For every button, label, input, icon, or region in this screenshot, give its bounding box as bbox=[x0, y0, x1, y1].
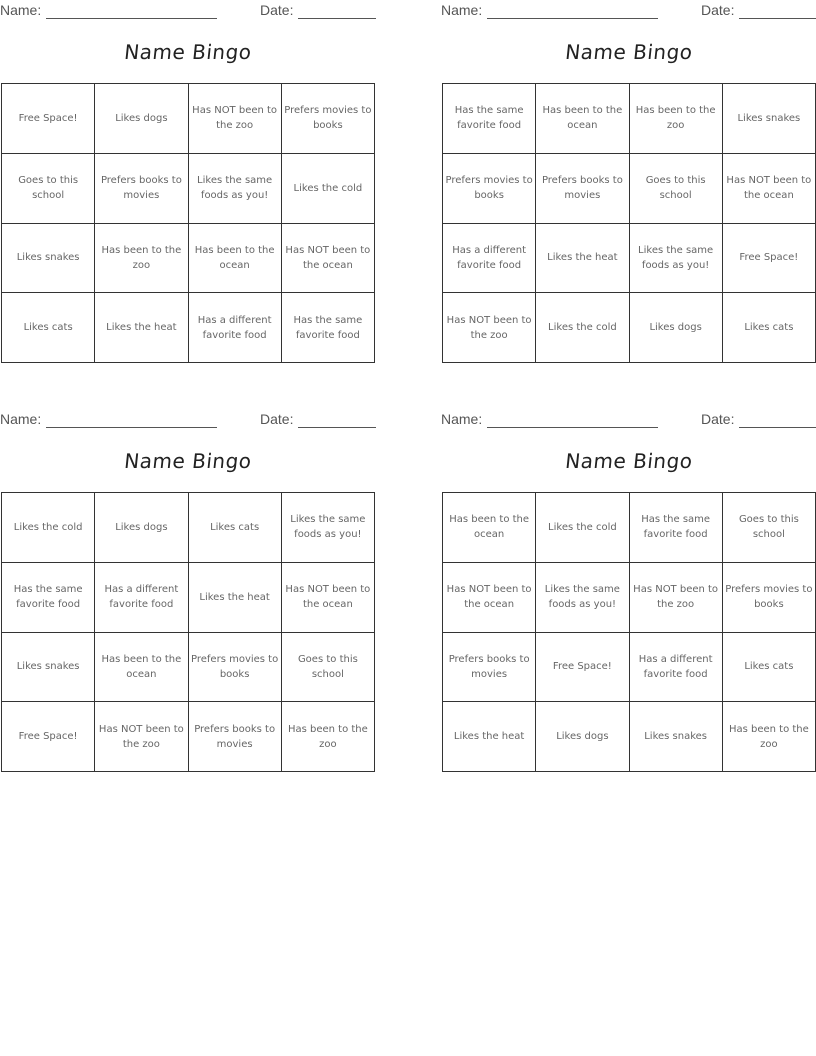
bingo-cell: Has been to the ocean bbox=[443, 493, 536, 563]
bingo-cell: Prefers movies to books bbox=[443, 153, 536, 223]
name-blank-line bbox=[46, 18, 217, 19]
bingo-cell: Has NOT been to the ocean bbox=[281, 223, 374, 293]
bingo-cell: Has been to the zoo bbox=[281, 702, 374, 772]
bingo-cell: Likes dogs bbox=[629, 293, 722, 363]
grid-row bbox=[443, 632, 816, 702]
bingo-cell: Free Space! bbox=[2, 702, 95, 772]
card-header bbox=[441, 2, 816, 22]
bingo-cell: Free Space! bbox=[722, 223, 815, 293]
bingo-cell: Free Space! bbox=[536, 632, 629, 702]
bingo-cell: Has been to the ocean bbox=[188, 223, 281, 293]
bingo-cell: Free Space! bbox=[2, 84, 95, 154]
bingo-cell: Likes dogs bbox=[536, 702, 629, 772]
grid-row bbox=[2, 562, 375, 632]
bingo-cell: Likes cats bbox=[2, 293, 95, 363]
bingo-grid bbox=[442, 492, 816, 772]
bingo-grid bbox=[1, 83, 375, 363]
grid-row bbox=[443, 223, 816, 293]
bingo-cell: Has a different favorite food bbox=[629, 632, 722, 702]
bingo-cell: Likes snakes bbox=[2, 632, 95, 702]
bingo-cell: Likes cats bbox=[722, 293, 815, 363]
bingo-cell: Has the same favorite food bbox=[281, 293, 374, 363]
bingo-cell: Prefers books to movies bbox=[188, 702, 281, 772]
card-title: Name Bingo bbox=[564, 449, 694, 473]
bingo-cell: Has a different favorite food bbox=[95, 562, 188, 632]
bingo-cell: Likes the cold bbox=[2, 493, 95, 563]
name-blank-line bbox=[46, 427, 217, 428]
bingo-cell: Has been to the zoo bbox=[629, 84, 722, 154]
bingo-cell: Prefers books to movies bbox=[443, 632, 536, 702]
bingo-cell: Likes the cold bbox=[536, 293, 629, 363]
bingo-cell: Likes dogs bbox=[95, 84, 188, 154]
card-title: Name Bingo bbox=[564, 40, 694, 64]
card-title: Name Bingo bbox=[123, 40, 253, 64]
date-label: Date: bbox=[260, 2, 294, 18]
bingo-cell: Likes the heat bbox=[95, 293, 188, 363]
bingo-cell: Prefers books to movies bbox=[95, 153, 188, 223]
bingo-cell: Prefers movies to books bbox=[722, 562, 815, 632]
name-label: Name: bbox=[0, 411, 42, 427]
date-blank-line bbox=[739, 427, 816, 428]
bingo-card-4 bbox=[441, 409, 816, 781]
bingo-cell: Likes the heat bbox=[536, 223, 629, 293]
card-header bbox=[0, 411, 376, 431]
bingo-cell: Has the same favorite food bbox=[443, 84, 536, 154]
grid-row bbox=[443, 562, 816, 632]
bingo-cell: Likes snakes bbox=[722, 84, 815, 154]
bingo-cell: Has a different favorite food bbox=[443, 223, 536, 293]
grid-row bbox=[443, 153, 816, 223]
bingo-cell: Likes dogs bbox=[95, 493, 188, 563]
bingo-cell: Likes snakes bbox=[2, 223, 95, 293]
bingo-cell: Likes the heat bbox=[443, 702, 536, 772]
date-blank-line bbox=[298, 18, 376, 19]
card-title: Name Bingo bbox=[123, 449, 253, 473]
bingo-grid bbox=[1, 492, 375, 772]
bingo-cell: Has NOT been to the ocean bbox=[281, 562, 374, 632]
bingo-cell: Goes to this school bbox=[722, 493, 815, 563]
grid-row bbox=[443, 493, 816, 563]
bingo-cell: Likes the same foods as you! bbox=[629, 223, 722, 293]
bingo-cell: Likes the same foods as you! bbox=[281, 493, 374, 563]
bingo-cell: Has the same favorite food bbox=[2, 562, 95, 632]
date-label: Date: bbox=[701, 2, 735, 18]
bingo-cell: Prefers books to movies bbox=[536, 153, 629, 223]
date-blank-line bbox=[739, 18, 816, 19]
grid-row bbox=[2, 493, 375, 563]
bingo-cell: Has NOT been to the zoo bbox=[188, 84, 281, 154]
name-label: Name: bbox=[0, 2, 42, 18]
bingo-cell: Has NOT been to the ocean bbox=[722, 153, 815, 223]
bingo-cell: Has been to the ocean bbox=[536, 84, 629, 154]
grid-row bbox=[2, 223, 375, 293]
bingo-cell: Likes snakes bbox=[629, 702, 722, 772]
bingo-card-1 bbox=[0, 0, 376, 372]
bingo-cell: Has NOT been to the zoo bbox=[95, 702, 188, 772]
bingo-cell: Likes the heat bbox=[188, 562, 281, 632]
bingo-cell: Goes to this school bbox=[629, 153, 722, 223]
bingo-card-2 bbox=[441, 0, 816, 372]
grid-row bbox=[2, 293, 375, 363]
bingo-cell: Likes the cold bbox=[281, 153, 374, 223]
name-label: Name: bbox=[441, 2, 483, 18]
bingo-cell: Has been to the zoo bbox=[95, 223, 188, 293]
bingo-cell: Has NOT been to the ocean bbox=[443, 562, 536, 632]
bingo-cell: Has been to the zoo bbox=[722, 702, 815, 772]
bingo-cell: Has been to the ocean bbox=[95, 632, 188, 702]
bingo-cell: Prefers movies to books bbox=[188, 632, 281, 702]
bingo-cell: Likes cats bbox=[188, 493, 281, 563]
bingo-card-3 bbox=[0, 409, 376, 781]
bingo-cell: Likes cats bbox=[722, 632, 815, 702]
name-blank-line bbox=[487, 427, 658, 428]
bingo-cell: Has NOT been to the zoo bbox=[629, 562, 722, 632]
grid-row bbox=[2, 632, 375, 702]
grid-row bbox=[2, 153, 375, 223]
grid-row bbox=[2, 702, 375, 772]
date-label: Date: bbox=[260, 411, 294, 427]
bingo-cell: Goes to this school bbox=[2, 153, 95, 223]
card-header bbox=[0, 2, 376, 22]
name-blank-line bbox=[487, 18, 658, 19]
grid-row bbox=[443, 293, 816, 363]
bingo-cell: Likes the cold bbox=[536, 493, 629, 563]
bingo-cell: Has a different favorite food bbox=[188, 293, 281, 363]
grid-row bbox=[2, 84, 375, 154]
date-blank-line bbox=[298, 427, 376, 428]
bingo-cell: Has NOT been to the zoo bbox=[443, 293, 536, 363]
bingo-cell: Likes the same foods as you! bbox=[536, 562, 629, 632]
grid-row bbox=[443, 84, 816, 154]
bingo-cell: Prefers movies to books bbox=[281, 84, 374, 154]
bingo-cell: Has the same favorite food bbox=[629, 493, 722, 563]
grid-row bbox=[443, 702, 816, 772]
bingo-cell: Goes to this school bbox=[281, 632, 374, 702]
date-label: Date: bbox=[701, 411, 735, 427]
bingo-grid bbox=[442, 83, 816, 363]
card-header bbox=[441, 411, 816, 431]
name-label: Name: bbox=[441, 411, 483, 427]
bingo-cell: Likes the same foods as you! bbox=[188, 153, 281, 223]
